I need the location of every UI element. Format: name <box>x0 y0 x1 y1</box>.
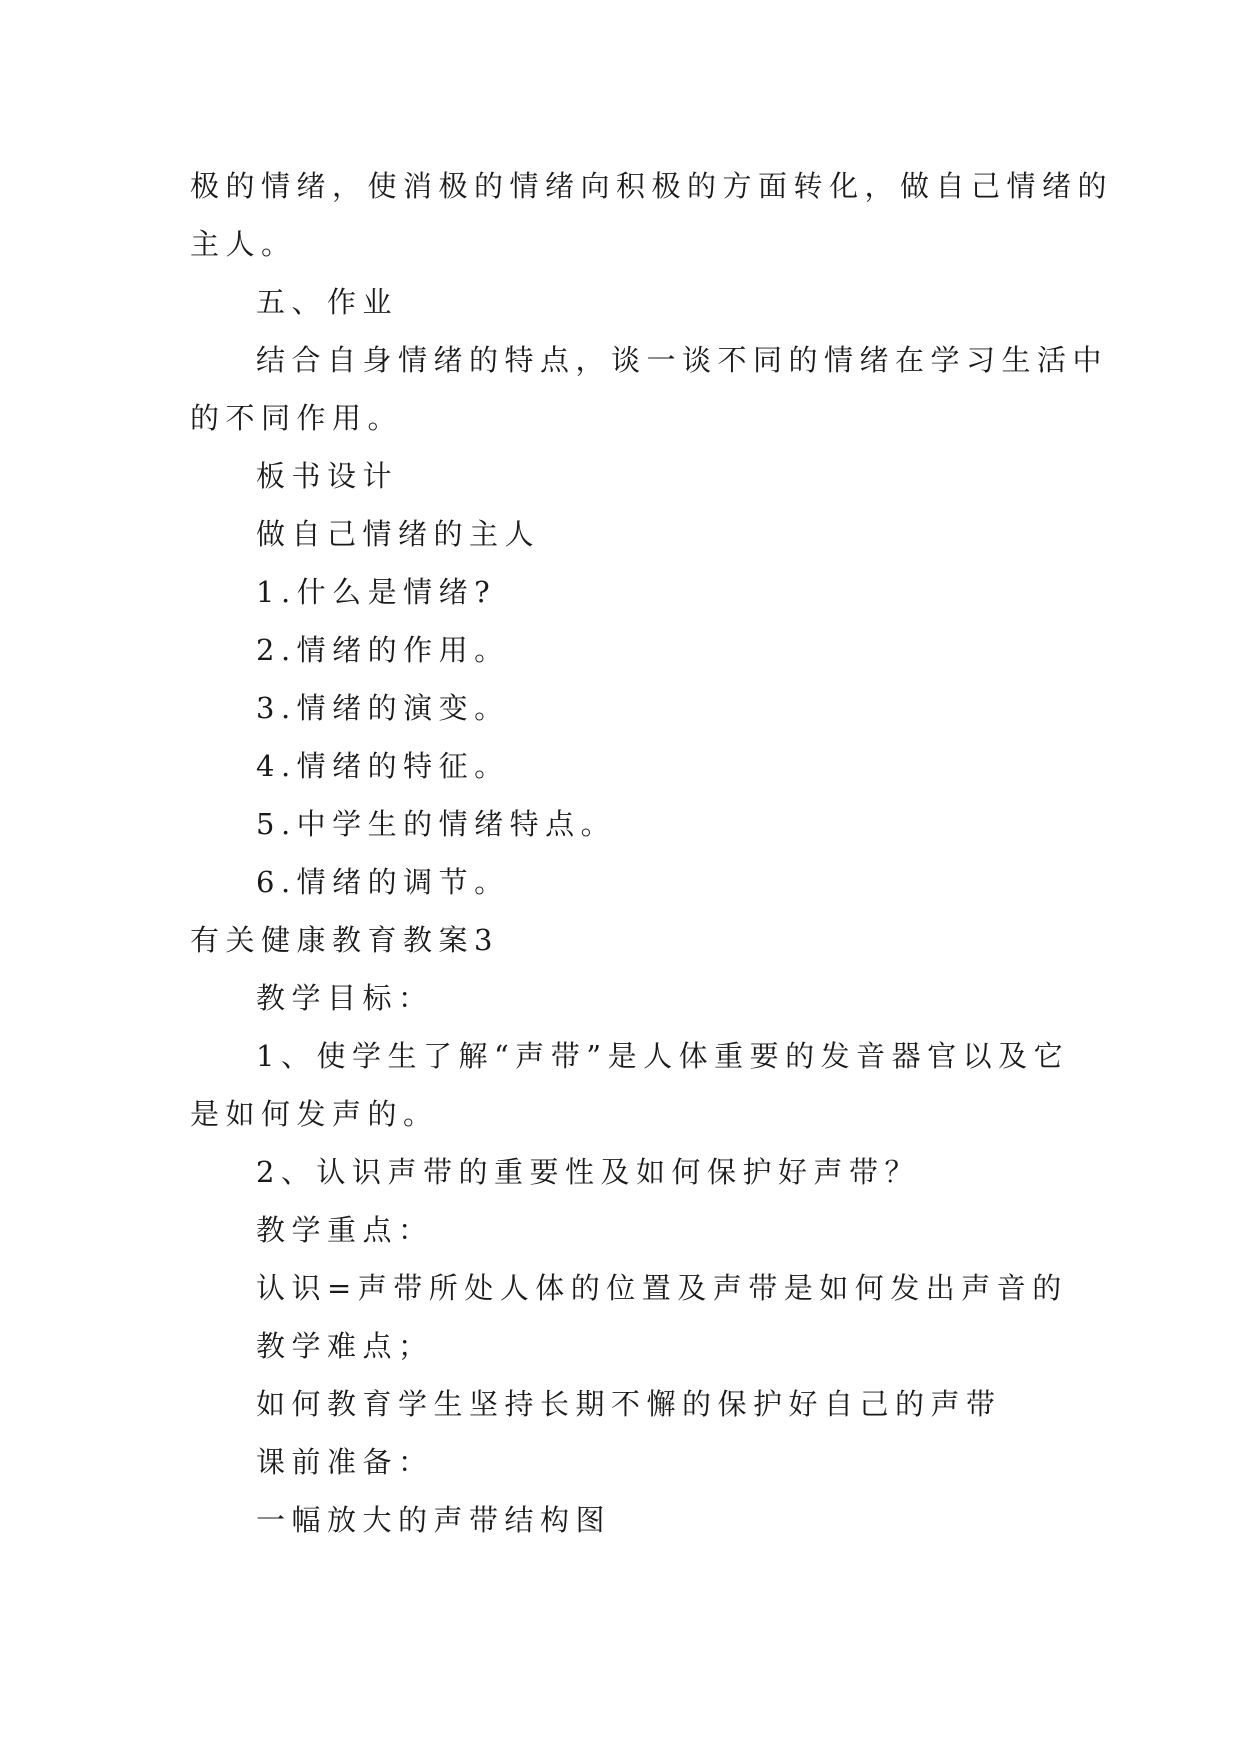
list-item: 3.情绪的演变。 <box>256 691 510 725</box>
paragraph-line: 如何教育学生坚持长期不懈的保护好自己的声带 <box>256 1387 1002 1421</box>
paragraph-line: 一幅放大的声带结构图 <box>256 1503 612 1537</box>
section-heading: 课前准备： <box>256 1445 434 1479</box>
list-item: 1.什么是情绪? <box>256 575 497 609</box>
list-item: 2.情绪的作用。 <box>256 633 510 667</box>
section-heading: 五、作业 <box>256 285 399 319</box>
paragraph-line: 的不同作用。 <box>190 401 404 435</box>
paragraph-line: 认识=声带所处人体的位置及声带是如何发出声音的 <box>256 1271 1068 1305</box>
board-title: 做自己情绪的主人 <box>256 517 541 551</box>
paragraph-line: 极的情绪，使消极的情绪向积极的方面转化，做自己情绪的 <box>190 169 1114 203</box>
document-heading: 有关健康教育教案3 <box>190 923 499 957</box>
list-item: 5.中学生的情绪特点。 <box>256 807 617 841</box>
section-heading: 教学重点： <box>256 1213 434 1247</box>
paragraph-line: 是如何发声的。 <box>190 1097 439 1131</box>
list-item: 4.情绪的特征。 <box>256 749 510 783</box>
paragraph-line: 主人。 <box>190 227 297 261</box>
section-heading: 板书设计 <box>256 459 399 493</box>
section-heading: 教学目标： <box>256 981 434 1015</box>
section-heading: 教学难点； <box>256 1329 434 1363</box>
paragraph-line: 1、使学生了解“声带”是人体重要的发音器官以及它 <box>256 1039 1070 1073</box>
paragraph-line: 2、认识声带的重要性及如何保护好声带？ <box>256 1155 920 1189</box>
paragraph-line: 结合自身情绪的特点，谈一谈不同的情绪在学习生活中 <box>256 343 1109 377</box>
list-item: 6.情绪的调节。 <box>256 865 510 899</box>
